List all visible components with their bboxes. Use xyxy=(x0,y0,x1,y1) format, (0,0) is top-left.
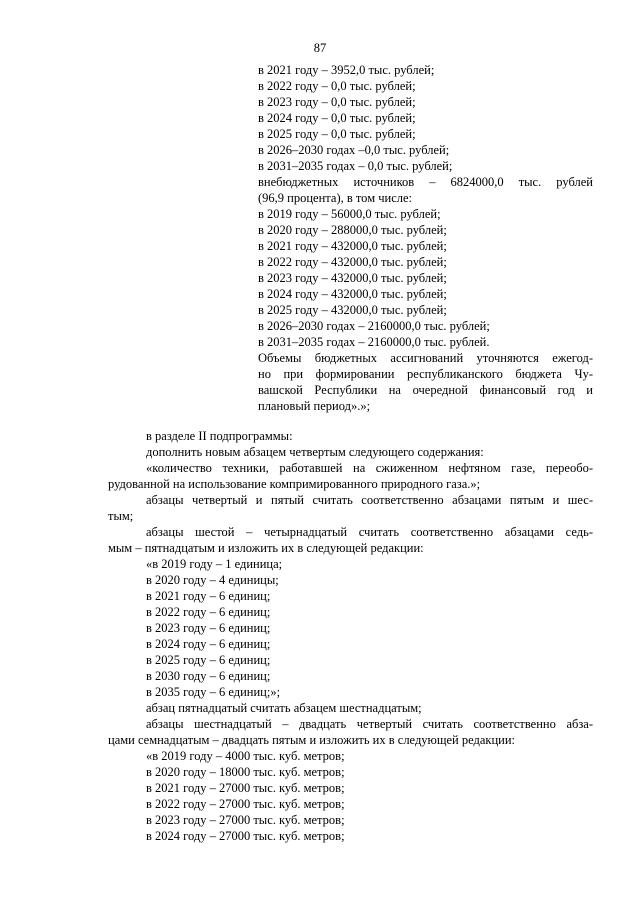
body-line: «количество техники, работавшей на сжиженном нефтяном газе, переобо- xyxy=(146,461,593,475)
body-line: рудованной на использование компримированного природного газа.»; xyxy=(108,477,481,491)
body-line: в 2024 году – 27000 тыс. куб. метров; xyxy=(146,829,345,843)
body-line: в 2024 году – 6 единиц; xyxy=(146,637,271,651)
body-line: «в 2019 году – 1 единица; xyxy=(146,557,283,571)
body-line: в 2023 году – 27000 тыс. куб. метров; xyxy=(146,813,345,827)
funding-line: (96,9 процента), в том числе: xyxy=(258,191,413,205)
body-line: дополнить новым абзацем четвертым следующего содержания: xyxy=(146,445,484,459)
funding-line: в 2023 году – 0,0 тыс. рублей; xyxy=(258,95,416,109)
funding-line: Объемы бюджетных ассигнований уточняются ежегод- xyxy=(258,351,593,365)
body-line: в 2022 году – 27000 тыс. куб. метров; xyxy=(146,797,345,811)
body-line: в 2021 году – 6 единиц; xyxy=(146,589,271,603)
body-line: абзацы шестнадцатый – двадцать четвертый считать соответственно абза- xyxy=(146,717,593,731)
body-line: абзацы четвертый и пятый считать соответственно абзацами пятым и шес- xyxy=(146,493,593,507)
page-number: 87 xyxy=(313,41,327,55)
funding-line: вашской Республики на очередной финансовый год и xyxy=(258,383,593,397)
body-line: в 2020 году – 4 единицы; xyxy=(146,573,279,587)
funding-line: в 2031–2035 годах – 2160000,0 тыс. рублей. xyxy=(258,335,490,349)
body-line: абзацы шестой – четырнадцатый считать соответственно абзацами седь- xyxy=(146,525,593,539)
funding-line: в 2019 году – 56000,0 тыс. рублей; xyxy=(258,207,441,221)
body-line: «в 2019 году – 4000 тыс. куб. метров; xyxy=(146,749,345,763)
body-line: в 2025 году – 6 единиц; xyxy=(146,653,271,667)
body-line: в 2021 году – 27000 тыс. куб. метров; xyxy=(146,781,345,795)
body-line: тым; xyxy=(108,509,134,523)
body-line: в 2030 году – 6 единиц; xyxy=(146,669,271,683)
funding-line: плановый период».»; xyxy=(258,399,371,413)
funding-line: в 2031–2035 годах – 0,0 тыс. рублей; xyxy=(258,159,453,173)
body-line: мым – пятнадцатым и изложить их в следующей редакции: xyxy=(108,541,424,555)
body-line: абзац пятнадцатый считать абзацем шестнадцатым; xyxy=(146,701,422,715)
funding-line: в 2026–2030 годах –0,0 тыс. рублей; xyxy=(258,143,450,157)
body-line: в 2023 году – 6 единиц; xyxy=(146,621,271,635)
body-line: в 2035 году – 6 единиц;»; xyxy=(146,685,281,699)
funding-line: в 2021 году – 432000,0 тыс. рублей; xyxy=(258,239,447,253)
funding-line: в 2026–2030 годах – 2160000,0 тыс. рублей; xyxy=(258,319,490,333)
body-line: в 2022 году – 6 единиц; xyxy=(146,605,271,619)
body-line: в разделе II подпрограммы: xyxy=(146,429,293,443)
funding-line: но при формировании республиканского бюджета Чу- xyxy=(258,367,593,381)
body-line: цами семнадцатым – двадцать пятым и изложить их в следующей редакции: xyxy=(108,733,516,747)
funding-line: в 2021 году – 3952,0 тыс. рублей; xyxy=(258,63,435,77)
funding-line: в 2020 году – 288000,0 тыс. рублей; xyxy=(258,223,447,237)
funding-line: внебюджетных источников – 6824000,0 тыс. рублей xyxy=(258,175,593,189)
funding-line: в 2025 году – 0,0 тыс. рублей; xyxy=(258,127,416,141)
funding-line: в 2022 году – 432000,0 тыс. рублей; xyxy=(258,255,447,269)
body-line: в 2020 году – 18000 тыс. куб. метров; xyxy=(146,765,345,779)
funding-line: в 2025 году – 432000,0 тыс. рублей; xyxy=(258,303,447,317)
funding-line: в 2022 году – 0,0 тыс. рублей; xyxy=(258,79,416,93)
funding-line: в 2024 году – 0,0 тыс. рублей; xyxy=(258,111,416,125)
funding-line: в 2024 году – 432000,0 тыс. рублей; xyxy=(258,287,447,301)
funding-line: в 2023 году – 432000,0 тыс. рублей; xyxy=(258,271,447,285)
